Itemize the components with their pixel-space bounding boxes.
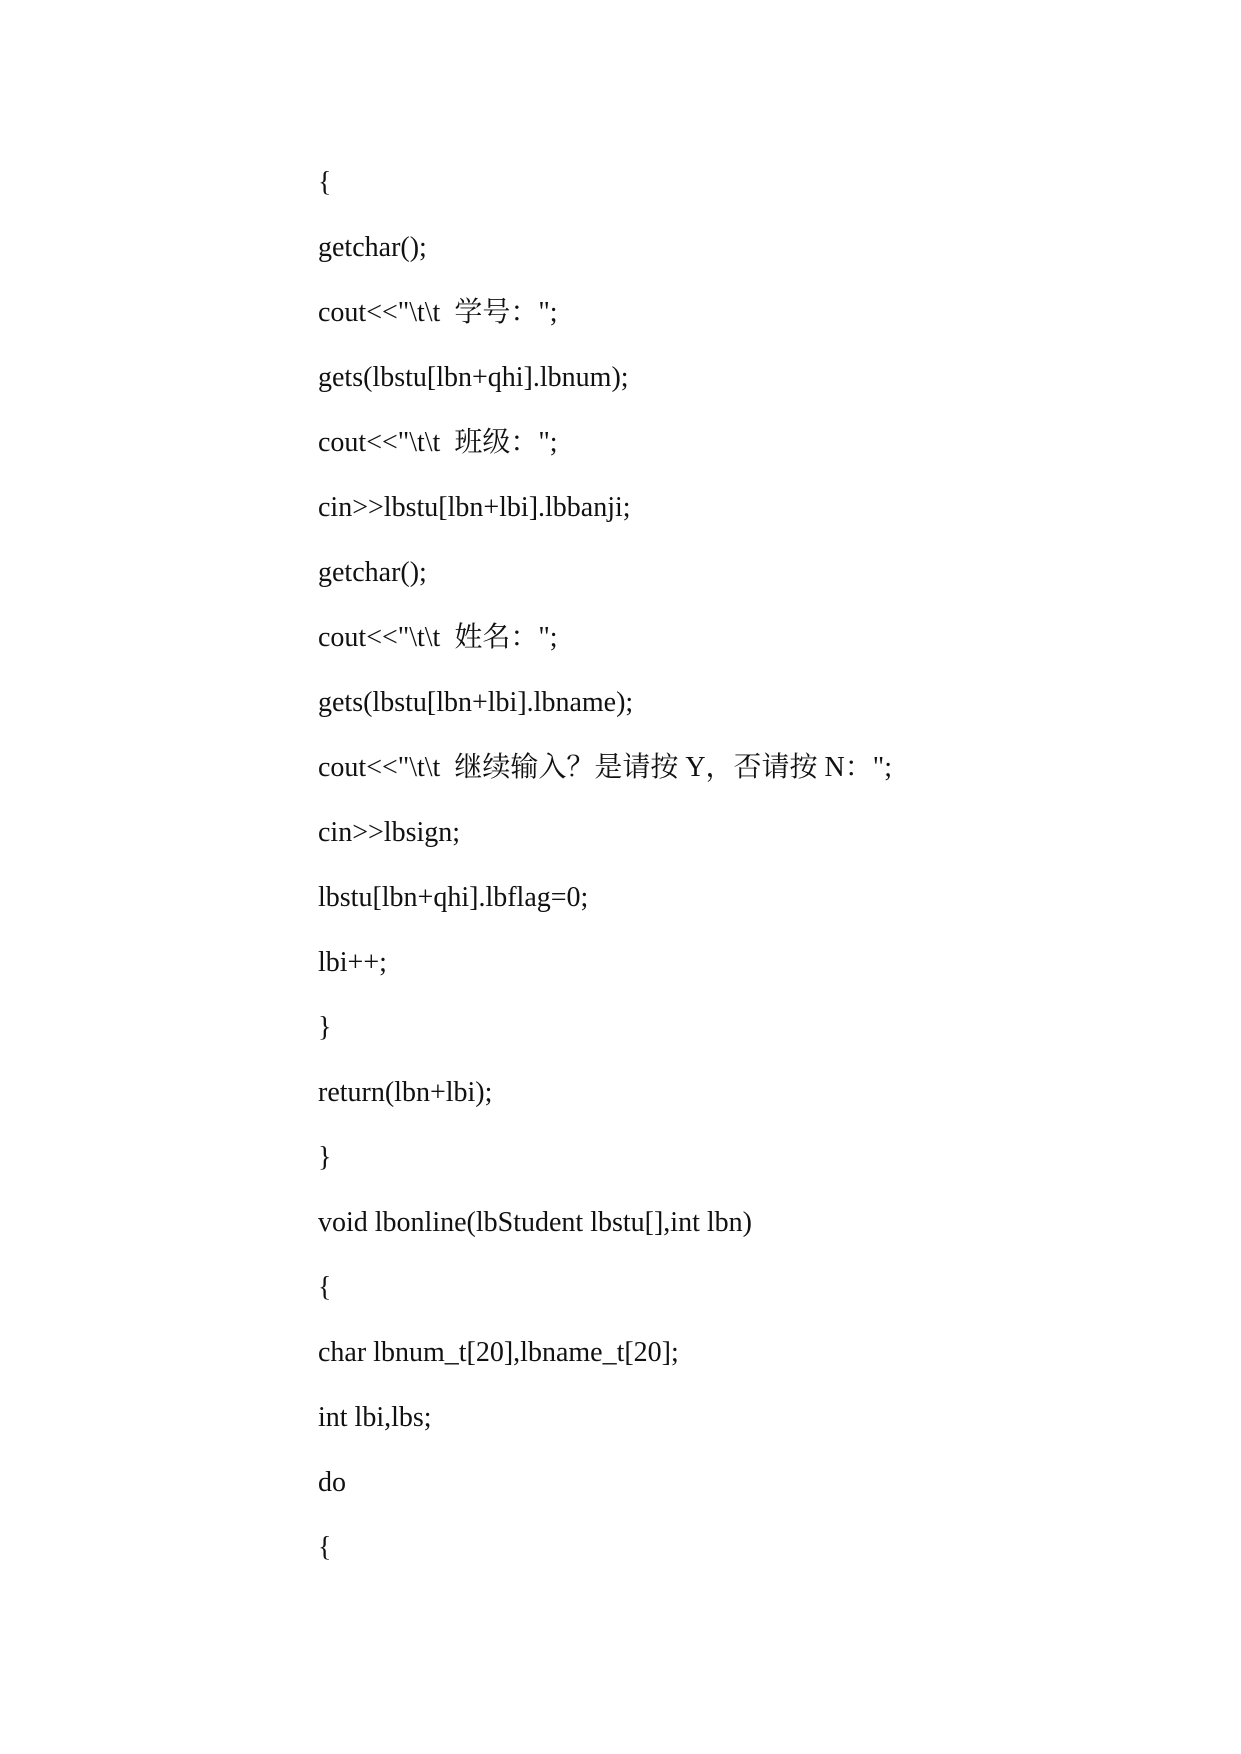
code-line: int lbi,lbs;	[318, 1402, 432, 1433]
code-line: getchar();	[318, 232, 427, 263]
code-line: {	[318, 1532, 332, 1563]
code-line: cout<<"\t\t 班级：";	[318, 427, 558, 458]
code-line: }	[318, 1142, 332, 1173]
code-line: gets(lbstu[lbn+qhi].lbnum);	[318, 362, 629, 393]
code-line: lbstu[lbn+qhi].lbflag=0;	[318, 882, 589, 913]
code-line: gets(lbstu[lbn+lbi].lbname);	[318, 687, 634, 718]
code-line: }	[318, 1012, 332, 1043]
code-line: lbi++;	[318, 947, 387, 978]
code-line: cout<<"\t\t 继续输入？是请按 Y，否请按 N：";	[318, 752, 892, 783]
code-listing	[318, 162, 892, 1592]
code-line: cout<<"\t\t 姓名：";	[318, 622, 558, 653]
code-line: getchar();	[318, 557, 427, 588]
code-line: cin>>lbsign;	[318, 817, 461, 848]
code-line: return(lbn+lbi);	[318, 1077, 493, 1108]
code-line: void lbonline(lbStudent lbstu[],int lbn)	[318, 1207, 752, 1238]
code-line: cin>>lbstu[lbn+lbi].lbbanji;	[318, 492, 631, 523]
code-line: {	[318, 167, 332, 198]
code-line: do	[318, 1467, 346, 1498]
code-line: cout<<"\t\t 学号：";	[318, 297, 558, 328]
code-line: char lbnum_t[20],lbname_t[20];	[318, 1337, 679, 1368]
code-line: {	[318, 1272, 332, 1303]
